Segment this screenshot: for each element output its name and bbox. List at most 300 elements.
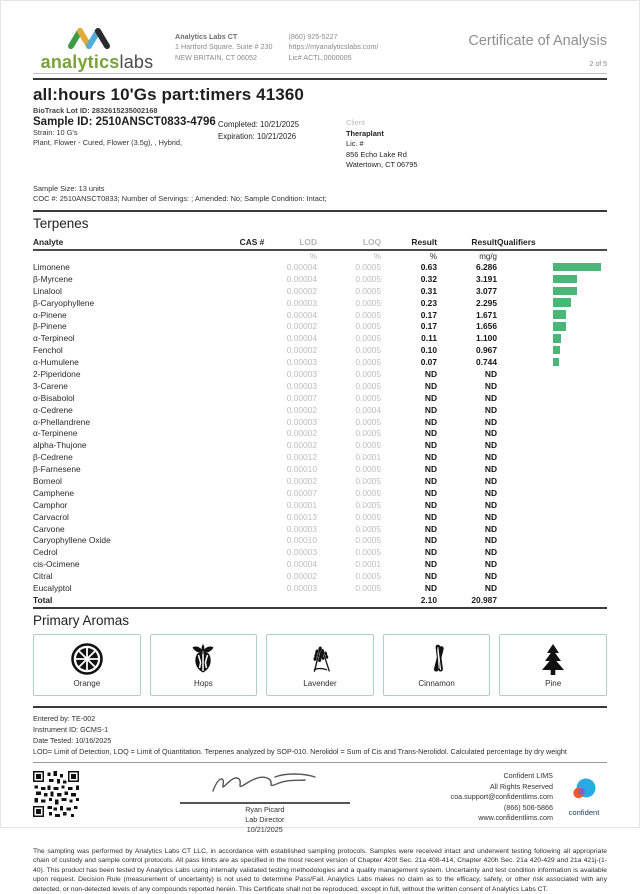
cas-value (229, 451, 275, 463)
table-row (33, 356, 607, 368)
page-number: 2 of 5 (589, 61, 607, 68)
lod-value: 0.00002 (286, 285, 317, 296)
result-mgg-value: ND (484, 523, 497, 534)
loq-value: 0.0005 (355, 369, 381, 379)
lod-value: 0.00002 (286, 321, 317, 332)
bar-cell (549, 297, 607, 309)
bar-cell (549, 582, 607, 594)
table-row (33, 273, 607, 285)
document-type-title: Certificate of Analysis (468, 33, 607, 49)
result-pct-value: 0.23 (420, 297, 437, 308)
lims-website: www.confidentlims.com (478, 813, 553, 823)
column-header-lod: LOD (275, 237, 317, 250)
result-mgg-value: ND (484, 571, 497, 582)
result-mgg-value: 3.077 (476, 285, 497, 296)
unit-bar (549, 250, 607, 261)
lab-address-line1: 1 Hartford Square, Suite # 230 (175, 42, 273, 52)
result-pct-value: ND (424, 523, 437, 534)
sample-matrix: Plant, Flower - Cured, Flower (3.5g), , Hybrid, (33, 138, 183, 148)
result-mgg-value: ND (484, 547, 497, 558)
lod-value: 0.00012 (286, 452, 317, 463)
result-mgg-value: ND (484, 416, 497, 427)
result-mgg-value: ND (484, 464, 497, 475)
cas-value (229, 463, 275, 475)
aromas-section-title: Primary Aromas (33, 612, 130, 628)
lod-value: 0.00004 (286, 309, 317, 320)
client-address2: Watertown, CT 06795 (346, 160, 418, 170)
result-bar (553, 346, 560, 355)
bar-cell (549, 535, 607, 547)
loq-value: 0.0005 (355, 261, 381, 272)
lab-website: https://myanalyticslabs.com/ (288, 42, 379, 52)
table-row (33, 570, 607, 582)
lab-phone: (860) 925-5227 (288, 32, 338, 41)
loq-value: 0.0005 (355, 547, 381, 558)
cas-value (229, 332, 275, 344)
qualifiers-value (497, 344, 549, 356)
result-pct-value: 0.07 (420, 357, 437, 368)
lod-value: 0.00004 (286, 261, 317, 272)
analyte-name: β-Farnesene (33, 464, 81, 475)
bar-cell (549, 404, 607, 416)
analyte-name: α-Humulene (33, 357, 79, 368)
analyte-name: Camphor (33, 499, 68, 510)
bar-cell (549, 546, 607, 558)
table-row (33, 463, 607, 475)
bar-cell (549, 273, 607, 285)
result-mgg-value: ND (484, 369, 497, 379)
sample-title: all:hours 10'Gs part:timers 41360 (33, 85, 304, 104)
signer-name: Ryan Picard (245, 805, 285, 815)
bar-cell (549, 451, 607, 463)
analyte-name: β-Caryophyllene (33, 297, 95, 308)
table-row (33, 321, 607, 333)
client-block (346, 116, 417, 171)
lims-name: Confident LIMS (503, 771, 553, 781)
table-row (33, 297, 607, 309)
lod-value: 0.00004 (286, 559, 317, 570)
result-pct-value: ND (424, 380, 437, 391)
result-pct-value: 0.63 (420, 261, 437, 272)
bar-cell (549, 463, 607, 475)
table-row (33, 558, 607, 570)
bar-cell (549, 344, 607, 356)
client-license: Lic. # (346, 139, 364, 149)
lod-value: 0.00003 (286, 547, 317, 558)
lod-value: 0.00007 (286, 392, 317, 403)
aroma-label: Orange (73, 679, 101, 689)
lod-value: 0.00002 (286, 428, 317, 439)
lims-block (451, 771, 607, 823)
result-mgg-value: 1.671 (476, 309, 497, 320)
result-mgg-value: 6.286 (476, 261, 497, 272)
qualifiers-value (497, 451, 549, 463)
table-row (33, 546, 607, 558)
qualifiers-value (497, 404, 549, 416)
loq-value: 0.0005 (355, 416, 381, 427)
date-tested: Date Tested: 10/16/2025 (33, 735, 112, 745)
table-row (33, 439, 607, 451)
column-header-qualifiers: Qualifiers (497, 237, 549, 250)
qualifiers-value (497, 487, 549, 499)
aroma-boxes (33, 634, 607, 696)
coc-line: COC #: 2510ANSCT0833; Number of Servings: ; Amended: No; Sample Condition: Intact; (33, 194, 327, 204)
expiration-date: Expiration: 10/21/2026 (218, 131, 297, 141)
lod-value: 0.00002 (286, 404, 317, 415)
table-row (33, 392, 607, 404)
lod-value: 0.00004 (286, 333, 317, 344)
analyte-name: cis-Ocimene (33, 559, 80, 570)
unit-qualifiers (497, 250, 549, 261)
bar-cell (549, 439, 607, 451)
result-pct-value: ND (424, 535, 437, 546)
analyte-name: Borneol (33, 476, 62, 487)
header-right (468, 25, 607, 70)
bar-cell (549, 487, 607, 499)
qr-code (33, 771, 79, 817)
result-mgg-value: ND (484, 535, 497, 546)
client-label: Client (346, 118, 365, 127)
loq-value: 0.0005 (355, 535, 381, 546)
cas-value (229, 261, 275, 273)
client-name: Theraplant (346, 128, 384, 138)
cas-value (229, 475, 275, 487)
qualifiers-value (497, 570, 549, 582)
aroma-label: Lavender (303, 679, 337, 689)
cas-value (229, 356, 275, 368)
analyte-name: Caryophyllene Oxide (33, 535, 111, 546)
analyte-name: alpha-Thujone (33, 440, 87, 451)
unit-cas (229, 250, 275, 261)
cas-value (229, 439, 275, 451)
cas-value (229, 344, 275, 356)
result-pct-value: ND (424, 369, 437, 379)
signature-row (33, 771, 607, 834)
result-mgg-value: ND (484, 559, 497, 570)
result-pct-value: ND (424, 476, 437, 487)
loq-value: 0.0005 (355, 476, 381, 487)
lavender-icon (302, 641, 338, 677)
qualifiers-value (497, 535, 549, 547)
lod-value: 0.00002 (286, 476, 317, 487)
lod-value: 0.00003 (286, 357, 317, 368)
aroma-box-cinnamon (383, 634, 491, 696)
bar-cell (549, 332, 607, 344)
header-thick-divider (33, 78, 607, 80)
analyte-name: Fenchol (33, 345, 63, 356)
table-row (33, 309, 607, 321)
aroma-label: Hops (194, 679, 213, 689)
loq-value: 0.0005 (355, 523, 381, 534)
loq-value: 0.0005 (355, 583, 381, 594)
qualifiers-value (497, 511, 549, 523)
sample-meta-block (33, 184, 607, 205)
qualifiers-value (497, 558, 549, 570)
orange-slice-icon (69, 641, 105, 677)
loq-value: 0.0005 (355, 380, 381, 391)
qualifiers-value (497, 356, 549, 368)
result-mgg-value: ND (484, 440, 497, 451)
loq-value: 0.0005 (355, 464, 381, 475)
cinnamon-sticks-icon (419, 641, 455, 677)
sign-date: 10/21/2025 (246, 824, 283, 834)
unit-analyte (33, 250, 229, 261)
lims-phone: (866) 506-5866 (503, 802, 553, 812)
bar-cell (549, 392, 607, 404)
result-mgg-value: ND (484, 452, 497, 463)
cas-value (229, 380, 275, 392)
lod-value: 0.00003 (286, 380, 317, 391)
bar-cell (549, 309, 607, 321)
result-mgg-value: ND (484, 476, 497, 487)
qualifiers-value (497, 392, 549, 404)
qualifiers-value (497, 582, 549, 594)
lod-value: 0.00003 (286, 416, 317, 427)
cas-value (229, 297, 275, 309)
terpenes-table (33, 237, 607, 607)
total-bar (549, 594, 607, 607)
table-row (33, 487, 607, 499)
result-bar (553, 298, 571, 307)
lod-value: 0.00010 (286, 464, 317, 475)
loq-value: 0.0005 (355, 297, 381, 308)
table-row (33, 344, 607, 356)
sample-dates-block (218, 116, 346, 171)
cas-value (229, 428, 275, 440)
cas-value (229, 499, 275, 511)
result-mgg-value: 0.744 (476, 357, 497, 368)
loq-value: 0.0005 (355, 333, 381, 344)
result-mgg-value: 0.967 (476, 345, 497, 356)
result-mgg-value: 1.100 (476, 333, 497, 344)
result-mgg-value: ND (484, 583, 497, 594)
result-pct-value: ND (424, 547, 437, 558)
bar-cell (549, 368, 607, 380)
cas-value (229, 582, 275, 594)
terpenes-table-head (33, 237, 607, 250)
loq-value: 0.0005 (355, 321, 381, 332)
result-mgg-value: ND (484, 428, 497, 439)
column-header-cas: CAS # (229, 237, 275, 250)
result-pct-value: ND (424, 511, 437, 522)
analyte-name: Camphene (33, 487, 74, 498)
analyte-name: α-Phellandrene (33, 416, 90, 427)
cas-value (229, 368, 275, 380)
lims-email: coa.support@confidentlims.com (450, 792, 553, 802)
table-header-row (33, 237, 607, 250)
analyte-name: Carvone (33, 523, 65, 534)
lod-value: 0.00001 (286, 499, 317, 510)
qualifiers-value (497, 499, 549, 511)
table-row (33, 451, 607, 463)
logo-word-analytics: analytics (40, 52, 120, 72)
lod-value: 0.00010 (286, 535, 317, 546)
analyte-name: β-Myrcene (33, 273, 73, 284)
qualifiers-value (497, 297, 549, 309)
qualifiers-value (497, 261, 549, 273)
loq-value: 0.0005 (355, 440, 381, 451)
table-row (33, 285, 607, 297)
loq-value: 0.0001 (355, 559, 381, 570)
result-pct-value: 0.17 (420, 309, 437, 320)
result-pct-value: 0.31 (420, 285, 437, 296)
cas-value (229, 321, 275, 333)
table-row (33, 475, 607, 487)
bar-cell (549, 380, 607, 392)
table-row (33, 416, 607, 428)
column-header-bar (549, 237, 607, 250)
lab-contact-block (289, 32, 379, 63)
result-pct-value: ND (424, 452, 437, 463)
qualifiers-value (497, 439, 549, 451)
analyte-name: β-Cedrene (33, 452, 73, 463)
result-pct-value: ND (424, 404, 437, 415)
loq-value: 0.0005 (355, 392, 381, 403)
result-pct-value: ND (424, 487, 437, 498)
result-bar (553, 263, 601, 272)
bar-cell (549, 416, 607, 428)
unit-loq: % (373, 251, 381, 261)
units-row (33, 250, 607, 261)
analyte-name: α-Bisabolol (33, 392, 75, 403)
result-bar (553, 358, 559, 367)
result-pct-value: 0.10 (420, 345, 437, 356)
analyte-name: β-Pinene (33, 321, 67, 332)
cas-value (229, 523, 275, 535)
cas-value (229, 273, 275, 285)
aroma-box-lavender (266, 634, 374, 696)
bar-cell (549, 511, 607, 523)
loq-value: 0.0005 (355, 309, 381, 320)
loq-value: 0.0005 (355, 273, 381, 284)
analyte-name: Citral (33, 571, 53, 582)
terpenes-section-title: Terpenes (33, 216, 89, 232)
lod-value: 0.00003 (286, 297, 317, 308)
total-cas (229, 594, 275, 607)
analyte-name: Linalool (33, 285, 62, 296)
result-mgg-value: ND (484, 499, 497, 510)
completed-date: Completed: 10/21/2025 (218, 120, 300, 129)
aromas-section-divider (33, 607, 607, 609)
lims-rights: All Rights Reserved (489, 781, 553, 791)
aroma-label: Pine (545, 679, 562, 689)
cas-value (229, 285, 275, 297)
bar-cell (549, 558, 607, 570)
aroma-box-hops (150, 634, 258, 696)
lab-address-line2: NEW BRITAIN, CT 06052 (175, 52, 258, 62)
qualifiers-value (497, 321, 549, 333)
analyte-name: α-Cedrene (33, 404, 73, 415)
result-pct-value: ND (424, 464, 437, 475)
bar-cell (549, 261, 607, 273)
pine-tree-icon (535, 641, 571, 677)
lod-loq-definitions: LOD= Limit of Detection, LOQ = Limit of Quantitation. Terpenes analyzed by SOP-010. Nerolidol = Sum of Cis and Trans-Nerolidol. Calculated percentage by dry weight (33, 747, 607, 763)
entered-by: Entered by: TE-002 (33, 713, 96, 723)
result-pct-value: 0.17 (420, 321, 437, 332)
table-row (33, 499, 607, 511)
client-address1: 856 Echo Lake Rd (346, 149, 407, 159)
loq-value: 0.0005 (355, 345, 381, 356)
signer-title: Lab Director (245, 815, 285, 825)
loq-value: 0.0005 (355, 285, 381, 296)
lod-value: 0.00002 (286, 440, 317, 451)
analyte-name: 2-Piperidone (33, 369, 81, 379)
loq-value: 0.0004 (355, 404, 381, 415)
qualifiers-value (497, 368, 549, 380)
bar-cell (549, 570, 607, 582)
qualifiers-value (497, 475, 549, 487)
bar-cell (549, 356, 607, 368)
lab-address-block (175, 32, 273, 63)
result-bar (553, 275, 577, 284)
terpenes-section-divider (33, 210, 607, 212)
aroma-box-orange (33, 634, 141, 696)
total-qualifiers (497, 594, 549, 607)
loq-value: 0.0005 (355, 571, 381, 582)
cas-value (229, 392, 275, 404)
result-pct-value: ND (424, 499, 437, 510)
result-mgg-value: ND (484, 380, 497, 391)
qualifiers-value (497, 309, 549, 321)
confident-logo (561, 771, 607, 817)
analyte-name: α-Terpinene (33, 428, 78, 439)
unit-result-pct: % (429, 251, 437, 261)
cas-value (229, 570, 275, 582)
confident-logo-icon (569, 777, 599, 803)
total-row (33, 594, 607, 607)
cas-value (229, 511, 275, 523)
hops-icon (185, 641, 221, 677)
bar-cell (549, 285, 607, 297)
total-label: Total (33, 595, 53, 606)
biotrack-lot-id: BioTrack Lot ID: 2832615235002168 (33, 106, 158, 115)
table-row (33, 368, 607, 380)
sample-size: Sample Size: 13 units (33, 183, 105, 193)
cas-value (229, 546, 275, 558)
result-mgg-value: 1.656 (476, 321, 497, 332)
lod-value: 0.00003 (286, 583, 317, 594)
analyte-name: 3-Carene (33, 380, 68, 391)
total-lod (275, 594, 317, 607)
qualifiers-value (497, 380, 549, 392)
lab-logo (33, 25, 161, 73)
unit-result-mgg: mg/g (479, 251, 497, 261)
disclaimer-text: The sampling was performed by Analytics Labs CT LLC, in accordance with established sampling protocols. Samples were received intact and underwent testing following all appropriate chain of custody and sample control protocols. All pass limits are as specified in the most recent version of Chapter 420f Sec. 21a 408-414, Chapter 420h Sec. 21a 420-429 and 21a 421j-(1-40). This product has been tested by Analytics Labs using internally validated testing methodologies and a quality management system. Uncertainty and test condition information is available upon request. Decision Rule (measurement of uncertainty) is not used to determine Pass/Fail. Analytics Labs makes no claim as to the efficacy, safety, or other risk associated with any detected, or non-detected levels of any compounds reported herein. This Certificate shall not be reproduced, except in full, without the written consent of Analytics Labs CT. (33, 847, 607, 893)
signature-line (180, 802, 350, 804)
result-mgg-value: ND (484, 392, 497, 403)
total-result-mgg: 20.987 (471, 595, 497, 606)
total-result-pct: 2.10 (420, 595, 437, 606)
result-bar (553, 334, 561, 343)
cas-value (229, 487, 275, 499)
column-header-loq: LOQ (317, 237, 381, 250)
aroma-box-pine (499, 634, 607, 696)
column-header-result-mgg: Result (437, 237, 497, 250)
column-header-analyte: Analyte (33, 237, 229, 250)
header-thin-divider (33, 73, 607, 74)
sample-id: Sample ID: 2510ANSCT0833-4796 (33, 116, 216, 128)
lod-value: 0.00003 (286, 369, 317, 379)
lab-logo-mark-icon (65, 25, 129, 51)
analyte-name: α-Terpineol (33, 333, 75, 344)
table-row (33, 428, 607, 440)
result-pct-value: 0.32 (420, 273, 437, 284)
bar-cell (549, 475, 607, 487)
column-header-result-pct: Result (381, 237, 437, 250)
cas-value (229, 309, 275, 321)
table-row (33, 404, 607, 416)
qualifiers-value (497, 428, 549, 440)
